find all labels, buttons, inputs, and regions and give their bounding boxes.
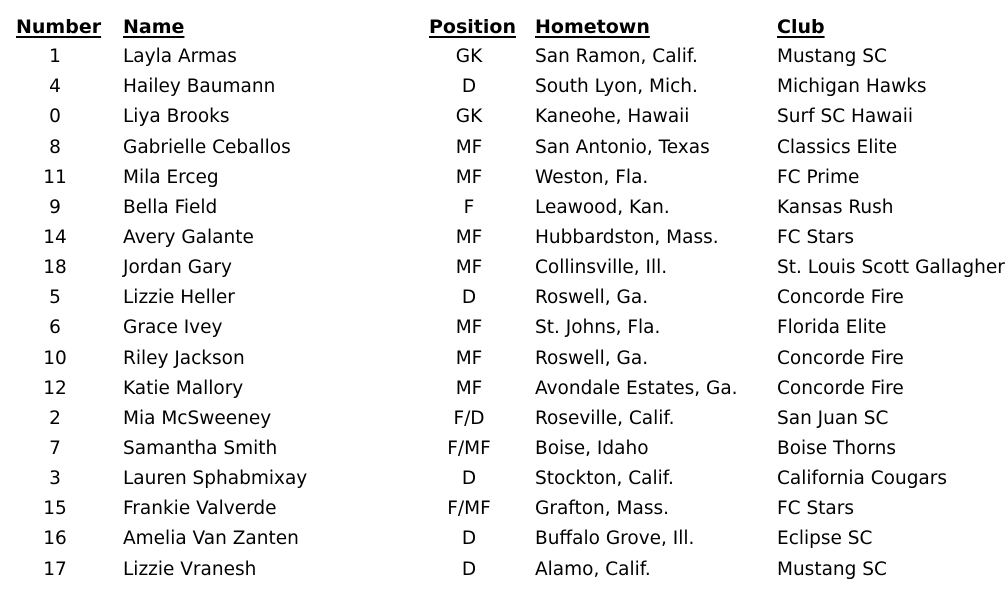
header-position: Position (429, 16, 516, 38)
table-row (0, 344, 1008, 374)
table-row (0, 555, 1008, 585)
cell-club: Surf SC Hawaii (777, 106, 914, 128)
cell-hometown: St. Johns, Fla. (535, 317, 661, 339)
table-row (0, 163, 1008, 193)
cell-club: Mustang SC (777, 558, 887, 580)
cell-name: Mila Erceg (123, 166, 219, 188)
cell-name: Riley Jackson (123, 347, 245, 369)
cell-club: Boise Thorns (777, 437, 897, 459)
table-row (0, 102, 1008, 132)
cell-name: Lauren Sphabmixay (123, 468, 308, 490)
cell-club: Mustang SC (777, 46, 887, 68)
cell-name: Samantha Smith (123, 437, 278, 459)
cell-position: MF (455, 226, 483, 248)
cell-club: Classics Elite (777, 136, 898, 158)
cell-position: MF (455, 317, 483, 339)
cell-name: Katie Mallory (123, 377, 244, 399)
cell-number: 3 (49, 468, 61, 490)
table-row (0, 313, 1008, 343)
cell-name: Bella Field (123, 196, 218, 218)
cell-club: FC Stars (777, 226, 855, 248)
cell-hometown: Leawood, Kan. (535, 196, 670, 218)
cell-club: California Cougars (777, 468, 948, 490)
cell-hometown: Weston, Fla. (535, 166, 649, 188)
cell-hometown: South Lyon, Mich. (535, 76, 698, 98)
cell-position: F/MF (447, 498, 491, 520)
cell-position: MF (455, 377, 483, 399)
cell-name: Liya Brooks (123, 106, 230, 128)
header-number: Number (16, 16, 102, 38)
cell-club: FC Prime (777, 166, 860, 188)
cell-hometown: Avondale Estates, Ga. (535, 377, 738, 399)
cell-hometown: Stockton, Calif. (535, 468, 674, 490)
table-row (0, 464, 1008, 494)
cell-number: 1 (49, 46, 61, 68)
cell-number: 9 (49, 196, 61, 218)
cell-number: 14 (43, 226, 67, 248)
cell-number: 6 (49, 317, 61, 339)
cell-club: Concorde Fire (777, 377, 904, 399)
cell-hometown: Grafton, Mass. (535, 498, 669, 520)
cell-club: Michigan Hawks (777, 76, 927, 98)
table-row (0, 133, 1008, 163)
cell-hometown: San Ramon, Calif. (535, 46, 698, 68)
cell-number: 7 (49, 437, 61, 459)
cell-name: Grace Ivey (123, 317, 223, 339)
cell-number: 18 (43, 257, 67, 279)
cell-position: MF (455, 136, 483, 158)
cell-position: D (461, 287, 477, 309)
cell-position: D (461, 468, 477, 490)
cell-hometown: Roswell, Ga. (535, 347, 649, 369)
cell-number: 2 (49, 407, 61, 429)
table-body (0, 42, 1008, 585)
cell-hometown: Roseville, Calif. (535, 407, 675, 429)
cell-position: D (461, 76, 477, 98)
table-row (0, 524, 1008, 554)
table-row (0, 253, 1008, 283)
cell-number: 10 (43, 347, 67, 369)
cell-position: GK (455, 46, 483, 68)
cell-number: 12 (43, 377, 67, 399)
cell-hometown: Alamo, Calif. (535, 558, 651, 580)
table-row (0, 494, 1008, 524)
cell-position: GK (455, 106, 483, 128)
cell-club: Eclipse SC (777, 528, 873, 550)
cell-position: MF (455, 257, 483, 279)
cell-position: MF (455, 166, 483, 188)
cell-club: Concorde Fire (777, 347, 904, 369)
cell-number: 15 (43, 498, 67, 520)
cell-name: Lizzie Heller (123, 287, 235, 309)
cell-position: F/MF (447, 437, 491, 459)
cell-name: Lizzie Vranesh (123, 558, 257, 580)
cell-name: Mia McSweeney (123, 407, 272, 429)
header-name: Name (123, 16, 185, 38)
table-header-row (0, 12, 1008, 42)
table-row (0, 223, 1008, 253)
cell-position: D (461, 528, 477, 550)
cell-position: D (461, 558, 477, 580)
cell-position: F (463, 196, 475, 218)
table-row (0, 374, 1008, 404)
cell-name: Hailey Baumann (123, 76, 276, 98)
header-club: Club (777, 16, 825, 38)
cell-name: Gabrielle Ceballos (123, 136, 291, 158)
roster-table (0, 12, 1008, 585)
cell-name: Avery Galante (123, 226, 254, 248)
cell-name: Frankie Valverde (123, 498, 277, 520)
cell-number: 0 (49, 106, 61, 128)
table-row (0, 42, 1008, 72)
cell-number: 8 (49, 136, 61, 158)
cell-position: F/D (453, 407, 485, 429)
cell-hometown: Boise, Idaho (535, 437, 649, 459)
cell-club: FC Stars (777, 498, 855, 520)
cell-club: Concorde Fire (777, 287, 904, 309)
cell-name: Jordan Gary (123, 257, 232, 279)
cell-club: Florida Elite (777, 317, 887, 339)
cell-club: San Juan SC (777, 407, 889, 429)
cell-number: 11 (43, 166, 67, 188)
table-row (0, 404, 1008, 434)
cell-hometown: Roswell, Ga. (535, 287, 649, 309)
table-row (0, 193, 1008, 223)
cell-hometown: Hubbardston, Mass. (535, 226, 719, 248)
cell-hometown: San Antonio, Texas (535, 136, 710, 158)
cell-club: Kansas Rush (777, 196, 894, 218)
cell-club: St. Louis Scott Gallagher (777, 257, 1005, 279)
cell-number: 4 (49, 76, 61, 98)
cell-number: 16 (43, 528, 67, 550)
cell-hometown: Buffalo Grove, Ill. (535, 528, 695, 550)
cell-number: 5 (49, 287, 61, 309)
cell-position: MF (455, 347, 483, 369)
cell-hometown: Collinsville, Ill. (535, 257, 668, 279)
cell-name: Layla Armas (123, 46, 237, 68)
table-row (0, 283, 1008, 313)
header-hometown: Hometown (535, 16, 650, 38)
cell-number: 17 (43, 558, 67, 580)
table-row (0, 434, 1008, 464)
table-row (0, 72, 1008, 102)
cell-name: Amelia Van Zanten (123, 528, 299, 550)
cell-hometown: Kaneohe, Hawaii (535, 106, 690, 128)
